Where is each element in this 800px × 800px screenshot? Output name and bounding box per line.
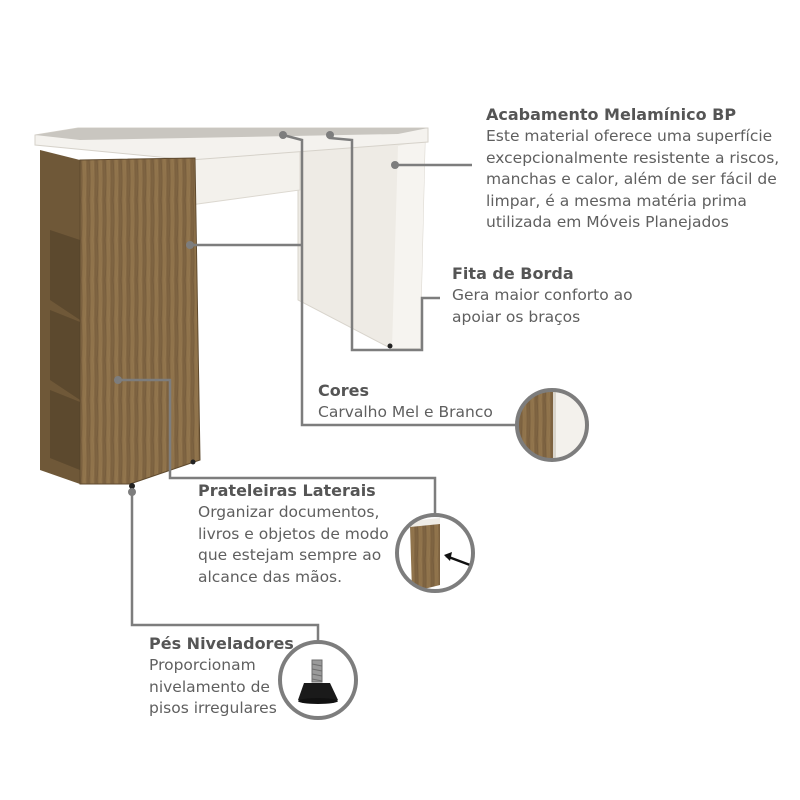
shelf-detail-circle xyxy=(395,512,475,592)
feature-title: Prateleiras Laterais xyxy=(198,481,376,500)
feature-description: Proporcionam nivelamento de pisos irregulares xyxy=(149,656,277,717)
leader-dot xyxy=(279,131,287,139)
feature-fita xyxy=(452,263,633,328)
feature-description: Gera maior conforto ao apoiar os braços xyxy=(452,286,633,326)
feature-title: Cores xyxy=(318,381,369,400)
leader-dot xyxy=(128,488,136,496)
shelf-unit-front xyxy=(80,158,200,484)
feature-prateleiras xyxy=(198,480,389,588)
feature-title: Acabamento Melamínico BP xyxy=(486,105,737,124)
feature-title: Fita de Borda xyxy=(452,264,574,283)
feature-cores xyxy=(318,380,493,424)
feature-description: Organizar documentos, livros e objetos de modo que estejam sempre ao alcance das mãos. xyxy=(198,503,389,586)
feature-acabamento xyxy=(486,104,779,234)
feature-pes xyxy=(149,633,294,720)
leader-dot xyxy=(114,376,122,384)
leader-dot xyxy=(326,131,334,139)
feature-title: Pés Niveladores xyxy=(149,634,294,653)
shelf-opening-3 xyxy=(50,390,80,470)
color-swatch-circle xyxy=(515,388,600,468)
feature-description: Carvalho Mel e Branco xyxy=(318,403,493,421)
desk xyxy=(35,128,428,489)
feature-description: Este material oferece uma superfície excepcionalmente resistente a riscos, manchas e calor, além de ser fácil de limpar, é a mesma matéria prima utilizada em Móveis Planejados xyxy=(486,127,780,231)
leader-dot xyxy=(391,161,399,169)
leader-dot xyxy=(186,241,194,249)
